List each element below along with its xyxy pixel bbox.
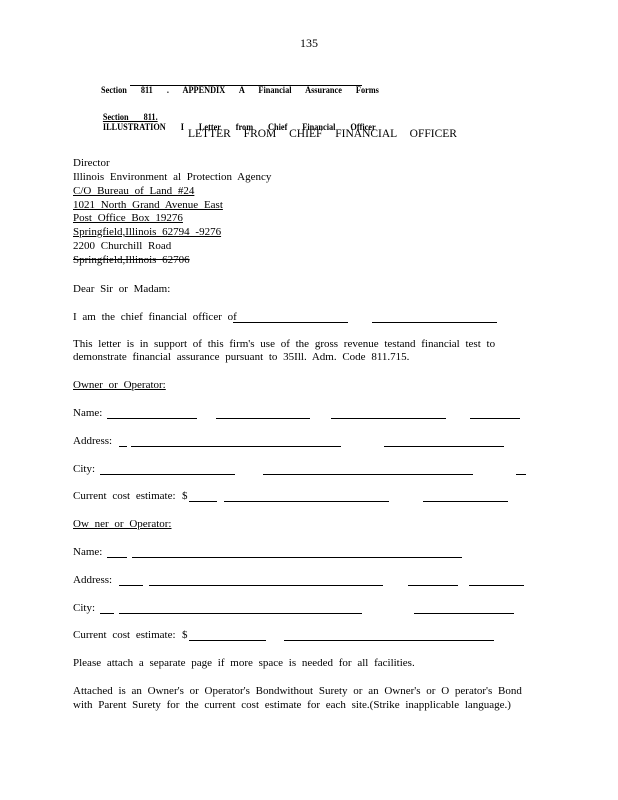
- city-blank-2a[interactable]: [100, 613, 114, 614]
- name-blank-2a[interactable]: [107, 557, 127, 558]
- support-paragraph-line-2: demonstrate financial assurance pursuant to 35Ill. Adm. Code 811.715.: [73, 351, 410, 363]
- cost-blank-1b[interactable]: [224, 501, 389, 502]
- firm-name-blank-2[interactable]: [372, 322, 497, 323]
- city-blank-1b[interactable]: [263, 474, 473, 475]
- letter-title: LETTER FROM CHIEF FINANCIAL OFFICER: [188, 128, 457, 140]
- illustration-section: Section 811.: [102, 112, 158, 122]
- cost-blank-1c[interactable]: [423, 501, 508, 502]
- name-blank-2b[interactable]: [132, 557, 462, 558]
- address-line-road: 2200 Churchill Road: [73, 240, 172, 252]
- address-blank-2c[interactable]: [408, 585, 458, 586]
- bond-paragraph-line-2: with Parent Surety for the current cost estimate for each site.(Strike inapplicable language.): [73, 699, 511, 711]
- address-line-director: Director: [73, 157, 110, 169]
- address-blank-2d[interactable]: [469, 585, 524, 586]
- owner-operator-heading-2: Ow ner or Operator:: [73, 518, 172, 530]
- cost-blank-1a[interactable]: [189, 501, 217, 502]
- address-label-2: Address:: [73, 574, 113, 586]
- address-blank-1c[interactable]: [384, 446, 504, 447]
- page-number: 135: [300, 36, 318, 50]
- cost-blank-2b[interactable]: [284, 640, 494, 641]
- section-header-text: Section 811 . APPENDIX A Financial Assurance Forms: [101, 85, 379, 95]
- cost-label-1: Current cost estimate:: [73, 490, 176, 502]
- dollar-sign-1: $: [182, 490, 188, 502]
- city-blank-1c[interactable]: [516, 474, 526, 475]
- name-label-1: Name:: [73, 407, 103, 419]
- intro-text: I am the chief financial officer of: [73, 311, 237, 323]
- firm-name-blank[interactable]: [233, 322, 348, 323]
- attach-note: Please attach a separate page if more space is needed for all facilities.: [73, 657, 415, 669]
- name-blank-1d[interactable]: [470, 418, 520, 419]
- illustration-text: ILLUSTRATION I Letter from Chief Financial Officer: [102, 122, 376, 132]
- address-blank-2a[interactable]: [119, 585, 143, 586]
- address-blank-1a[interactable]: [119, 446, 127, 447]
- salutation: Dear Sir or Madam:: [73, 283, 171, 295]
- city-blank-1a[interactable]: [100, 474, 235, 475]
- city-blank-2b[interactable]: [119, 613, 362, 614]
- address-line-street: 1021 North Grand Avenue East: [73, 199, 223, 211]
- address-line-city-new: Springfield,Illinois 62794 -9276: [73, 226, 222, 238]
- cost-blank-2a[interactable]: [189, 640, 266, 641]
- section-header-underline: [130, 85, 362, 86]
- owner-operator-heading-1: Owner or Operator:: [73, 379, 166, 391]
- name-blank-1c[interactable]: [331, 418, 446, 419]
- address-blank-2b[interactable]: [149, 585, 383, 586]
- address-line-pobox: Post Office Box 19276: [73, 212, 183, 224]
- support-paragraph-line-1: This letter is in support of this firm's use of the gross revenue testand financial test to: [73, 338, 496, 350]
- city-label-1: City:: [73, 463, 96, 475]
- name-blank-1b[interactable]: [216, 418, 310, 419]
- address-line-agency: Illinois Environment al Protection Agency: [73, 171, 272, 183]
- cost-label-2: Current cost estimate:: [73, 629, 176, 641]
- address-line-bureau: C/O Bureau of Land #24: [73, 185, 195, 197]
- dollar-sign-2: $: [182, 629, 188, 641]
- bond-paragraph-line-1: Attached is an Owner's or Operator's Bondwithout Surety or an Owner's or O perator's Bond: [73, 685, 522, 697]
- name-blank-1a[interactable]: [107, 418, 197, 419]
- city-label-2: City:: [73, 602, 96, 614]
- address-blank-1b[interactable]: [131, 446, 341, 447]
- address-label-1: Address:: [73, 435, 113, 447]
- city-blank-2c[interactable]: [414, 613, 514, 614]
- name-label-2: Name:: [73, 546, 103, 558]
- address-line-city-old: Springfield,Illinois 62706: [73, 254, 190, 266]
